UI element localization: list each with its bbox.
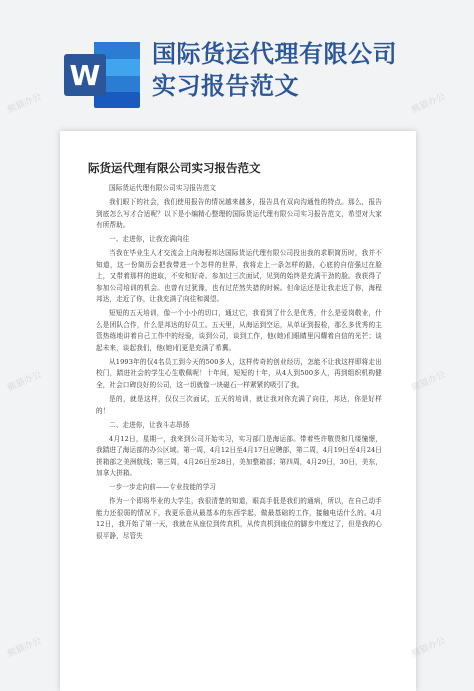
watermark: 熊猫办公 xyxy=(410,91,448,116)
page-title-line-1: 国际货运代理有限公司 xyxy=(152,40,397,68)
paragraph-intro: 我们眼下的社会，我们使用报告的情况越来越多，报告具有双向沟通性的特点。那么，报告到底怎么写才合适呢？以下是小编精心整理的国际货运代理有限公司实习报告范文，希望对大家有所帮助。 xyxy=(96,198,382,230)
watermark: 熊猫办公 xyxy=(6,635,44,660)
paragraph: 从1993年的仅4名员工到今天的500多人，这样传奇的创业经历，怎能不让我这样即将走出校门，踏进社会的学生心生敬佩呢！十年间，短短的十年，从4人到500多人，再到组织机构健全，社会口碑良好的公司，这一切就像一块磁石一样紧紧的吸引了我。 xyxy=(96,357,382,389)
paragraph: 4月12日，星期一，我来到公司开始实习，实习部门是海运部。带着些许敬畏和几缕憧憬，我踏进了海运部的办公区域。第一周，4月12日至4月17日应聘部，第二周，4月19日至4月24日拼箱部之美洲航线；第三周，4月26日至28日，美加整箱部；第四周，4月29日，30日，美东，加拿大拼箱。 xyxy=(96,434,382,478)
document-title: 际货运代理有限公司实习报告范文 xyxy=(88,161,261,175)
paragraph: 作为一个即将毕业的大学生，我很清楚的知道，眼高手低是我们的通病，所以，在自己动手能力还很弱的情况下，我更乐意从最基本的东西学起，做最基础的工作，接触电话什么的。4月12日，我开始了第一天，我就在从座位到传真机，从传真机到座位的脚步中度过了，但是我的心很平静，尽管失 xyxy=(96,497,382,540)
watermark: 熊猫办公 xyxy=(6,91,44,116)
page-title xyxy=(152,38,472,102)
paragraph-subtitle: 国际货运代理有限公司实习报告范文 xyxy=(109,184,217,192)
document-body xyxy=(88,159,382,545)
word-icon-letter: W xyxy=(69,59,101,92)
page-title-line-2: 实习报告范文 xyxy=(152,72,299,100)
subsection-heading: 一步一步走向前——专业技能的学习 xyxy=(109,483,217,492)
word-document-icon xyxy=(64,40,142,110)
page-header xyxy=(0,0,474,122)
watermark: 熊猫办公 xyxy=(410,369,448,394)
paragraph: 当我在毕业生人才交流会上向海程邦达国际货运代理有限公司投出我的求职简历时，我并不知道，这一份简历会把我带进一个怎样的世界，我将走上一条怎样的路，心底的自信强过在脸上，又带着那样的进取，不安和好奇。参加过三次面试，见到的始终是充满干劲的脸。我获得了参加公司培训的机会。也曾有过犹豫，也有过茫然失措的时候。但命运还是让我走近了你，海程邦达，走近了你，让我充满了向往和渴望。 xyxy=(96,249,382,304)
watermark: 熊猫办公 xyxy=(6,369,44,394)
section-heading-1: 一、走进你，让我充满向往 xyxy=(109,235,190,244)
watermark: 熊猫办公 xyxy=(410,635,448,660)
document-page xyxy=(60,131,416,691)
section-heading-2: 二、走进你，让我斗志昂扬 xyxy=(109,420,190,429)
paragraph: 是的，就是这样，仅仅三次面试，五天的培训，就让我对你充满了向往，邦达，你是好样的！ xyxy=(96,395,382,415)
paragraph: 短短的五天培训，像一个小小的切口，通过它，我看到了什么是优秀，什么是爱岗敬业，什么是团队合作，什么是邦达的好员工。五天里，从海运到空运，从单证到报检，那么多优秀的主管热练地讲着自己工作中的经验，谈到公司，谈到工作，他(她)们眼睛里闪耀着自信的光芒；谈起未来，谈起我们，他(她)们更是充满了希冀。 xyxy=(96,309,382,352)
